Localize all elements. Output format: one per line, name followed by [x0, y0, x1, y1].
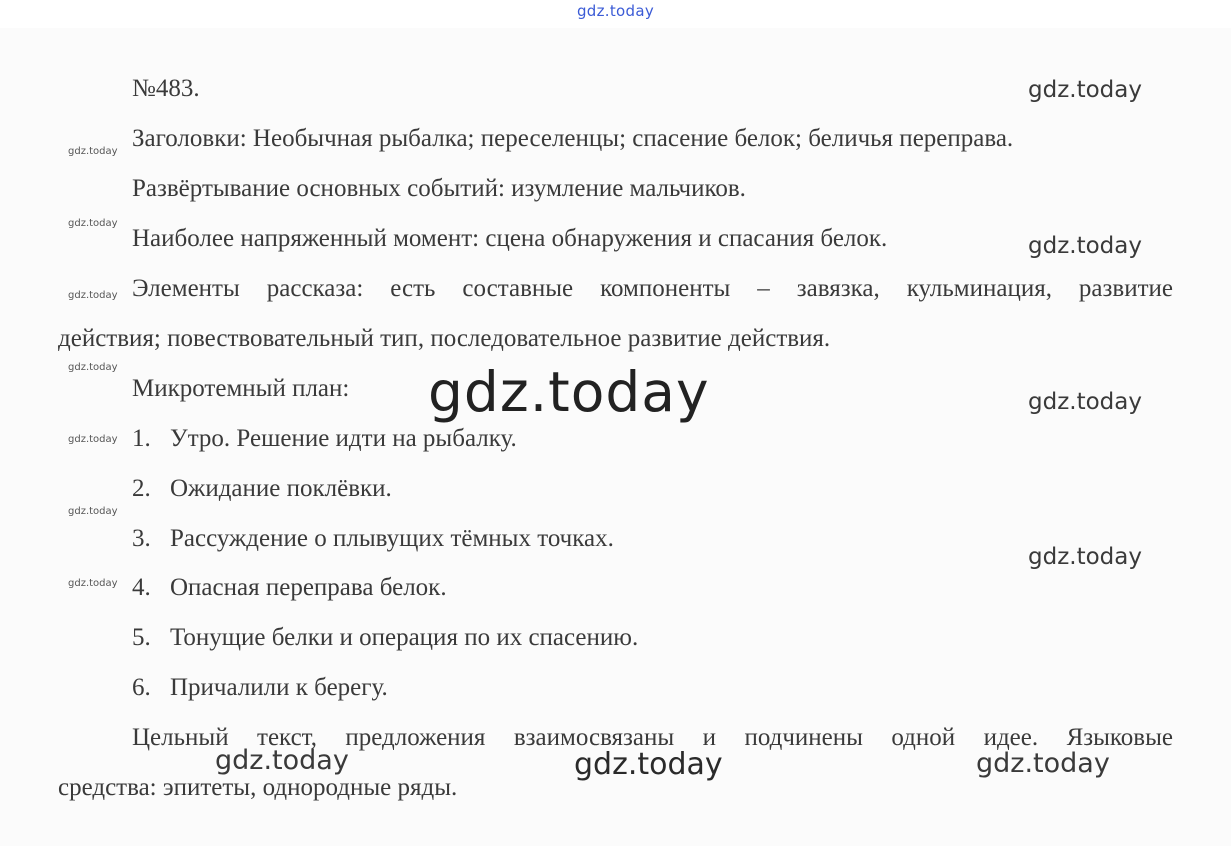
- watermark-medium: gdz.today: [1028, 544, 1142, 570]
- development-line: Развёртывание основных событий: изумление мальчиков.: [132, 175, 746, 202]
- elements-line-1: Элементы рассказа: есть составные компоненты – завязка, кульминация, развитие: [132, 275, 1173, 302]
- plan-item: [132, 623, 638, 653]
- plan-item-text: Тонущие белки и операция по их спасению.: [170, 624, 639, 651]
- watermark-small: gdz.today: [68, 506, 118, 517]
- conclusion-line-2: средства: эпитеты, однородные ряды.: [58, 774, 458, 801]
- plan-item-number: 1.: [132, 425, 151, 452]
- watermark-small: gdz.today: [68, 578, 118, 589]
- watermark-small: gdz.today: [68, 362, 118, 373]
- plan-item-text: Ожидание поклёвки.: [170, 475, 392, 502]
- plan-item: [132, 573, 447, 603]
- plan-item-number: 2.: [132, 475, 151, 502]
- watermark-medium: gdz.today: [1028, 233, 1142, 259]
- plan-item-text: Причалили к берегу.: [170, 674, 388, 701]
- plan-item: [132, 673, 388, 703]
- plan-item-number: 6.: [132, 674, 151, 701]
- elements-line-2: действия; повествовательный тип, последовательное развитие действия.: [58, 325, 831, 352]
- plan-item-number: 3.: [132, 525, 151, 552]
- watermark-top: gdz.today: [576, 2, 655, 20]
- plan-item: [132, 524, 614, 554]
- plan-item: [132, 474, 392, 504]
- watermark-bottom: gdz.today: [574, 747, 723, 782]
- watermark-small: gdz.today: [68, 218, 118, 229]
- plan-item-text: Утро. Решение идти на рыбалку.: [170, 425, 517, 452]
- plan-item-text: Опасная переправа белок.: [170, 574, 447, 601]
- watermark-large: gdz.today: [428, 360, 710, 424]
- plan-item-number: 5.: [132, 624, 151, 651]
- climax-line: Наиболее напряженный момент: сцена обнаружения и спасания белок.: [132, 225, 888, 252]
- plan-item-number: 4.: [132, 574, 151, 601]
- watermark-medium: gdz.today: [1028, 389, 1142, 415]
- watermark-medium: gdz.today: [215, 745, 349, 776]
- task-number: №483.: [132, 75, 200, 102]
- watermark-small: gdz.today: [68, 434, 118, 445]
- plan-item: [132, 424, 517, 454]
- watermark-medium: gdz.today: [976, 748, 1110, 779]
- titles-line: Заголовки: Необычная рыбалка; переселенцы; спасение белок; беличья переправа.: [132, 125, 1014, 152]
- conclusion-line-1: Цельный текст, предложения взаимосвязаны и подчинены одной идее. Языковые: [132, 724, 1173, 751]
- watermark-small: gdz.today: [68, 146, 118, 157]
- watermark-medium: gdz.today: [1028, 77, 1142, 103]
- watermark-small: gdz.today: [68, 290, 118, 301]
- plan-title: Микротемный план:: [132, 375, 350, 402]
- plan-item-text: Рассуждение о плывущих тёмных точках.: [170, 525, 614, 552]
